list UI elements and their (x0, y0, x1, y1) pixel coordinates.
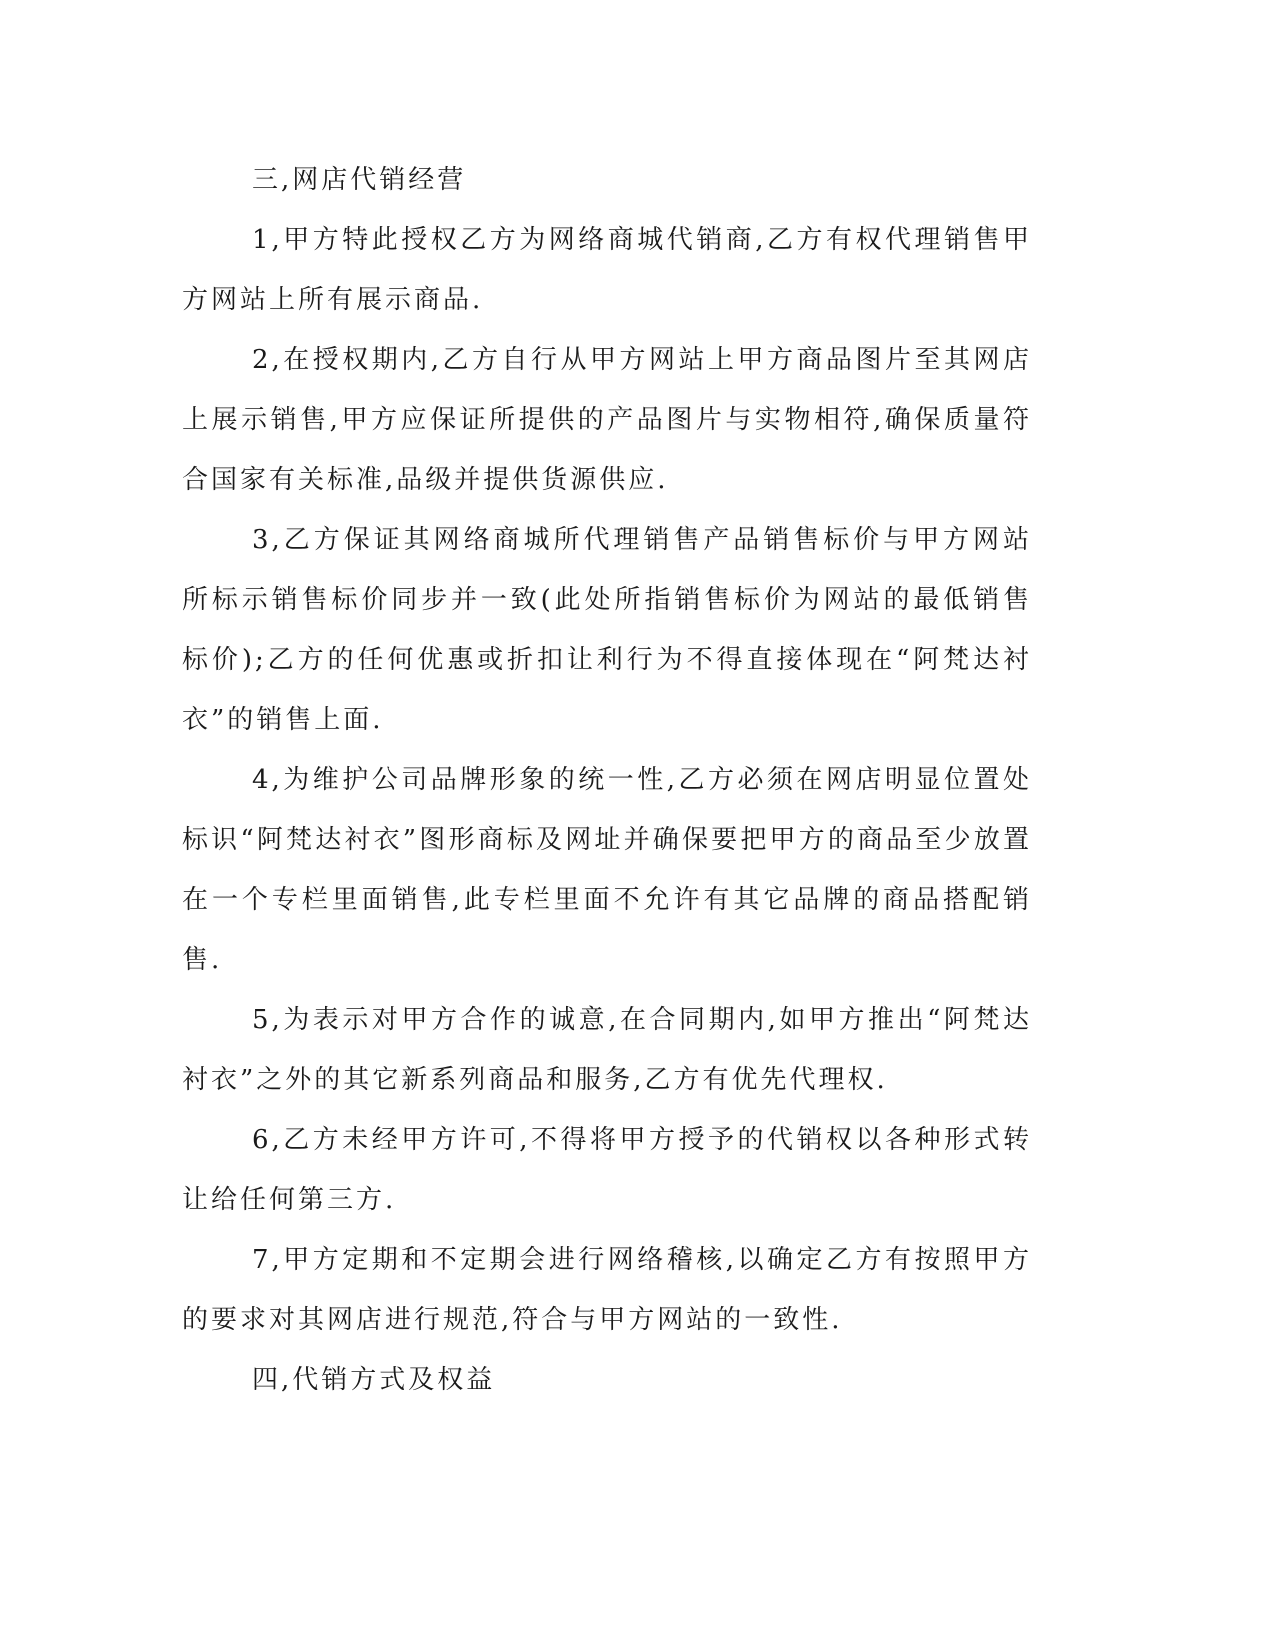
clause-7: 7,甲方定期和不定期会进行网络稽核,以确定乙方有按照甲方的要求对其网店进行规范,符合与甲方网站的一致性. (182, 1245, 1032, 1335)
clause-2: 2,在授权期内,乙方自行从甲方网站上甲方商品图片至其网店上展示销售,甲方应保证所提供的产品图片与实物相符,确保质量符合国家有关标准,品级并提供货源供应. (182, 345, 1032, 495)
clause-3: 3,乙方保证其网络商城所代理销售产品销售标价与甲方网站所标示销售标价同步并一致(此处所指销售标价为网站的最低销售标价);乙方的任何优惠或折扣让利行为不得直接体现在“阿梵达衬衣”的销售上面. (182, 525, 1032, 735)
section-heading-4: 四,代销方式及权益 (252, 1365, 496, 1395)
section-heading-3: 三,网店代销经营 (252, 165, 467, 195)
clause-4: 4,为维护公司品牌形象的统一性,乙方必须在网店明显位置处标识“阿梵达衬衣”图形商标及网址并确保要把甲方的商品至少放置在一个专栏里面销售,此专栏里面不允许有其它品牌的商品搭配销售. (182, 765, 1032, 975)
clause-1: 1,甲方特此授权乙方为网络商城代销商,乙方有权代理销售甲方网站上所有展示商品. (182, 225, 1032, 315)
clause-6: 6,乙方未经甲方许可,不得将甲方授予的代销权以各种形式转让给任何第三方. (182, 1125, 1032, 1215)
clause-5: 5,为表示对甲方合作的诚意,在合同期内,如甲方推出“阿梵达衬衣”之外的其它新系列商品和服务,乙方有优先代理权. (182, 1005, 1032, 1095)
document-body (182, 150, 1032, 1410)
